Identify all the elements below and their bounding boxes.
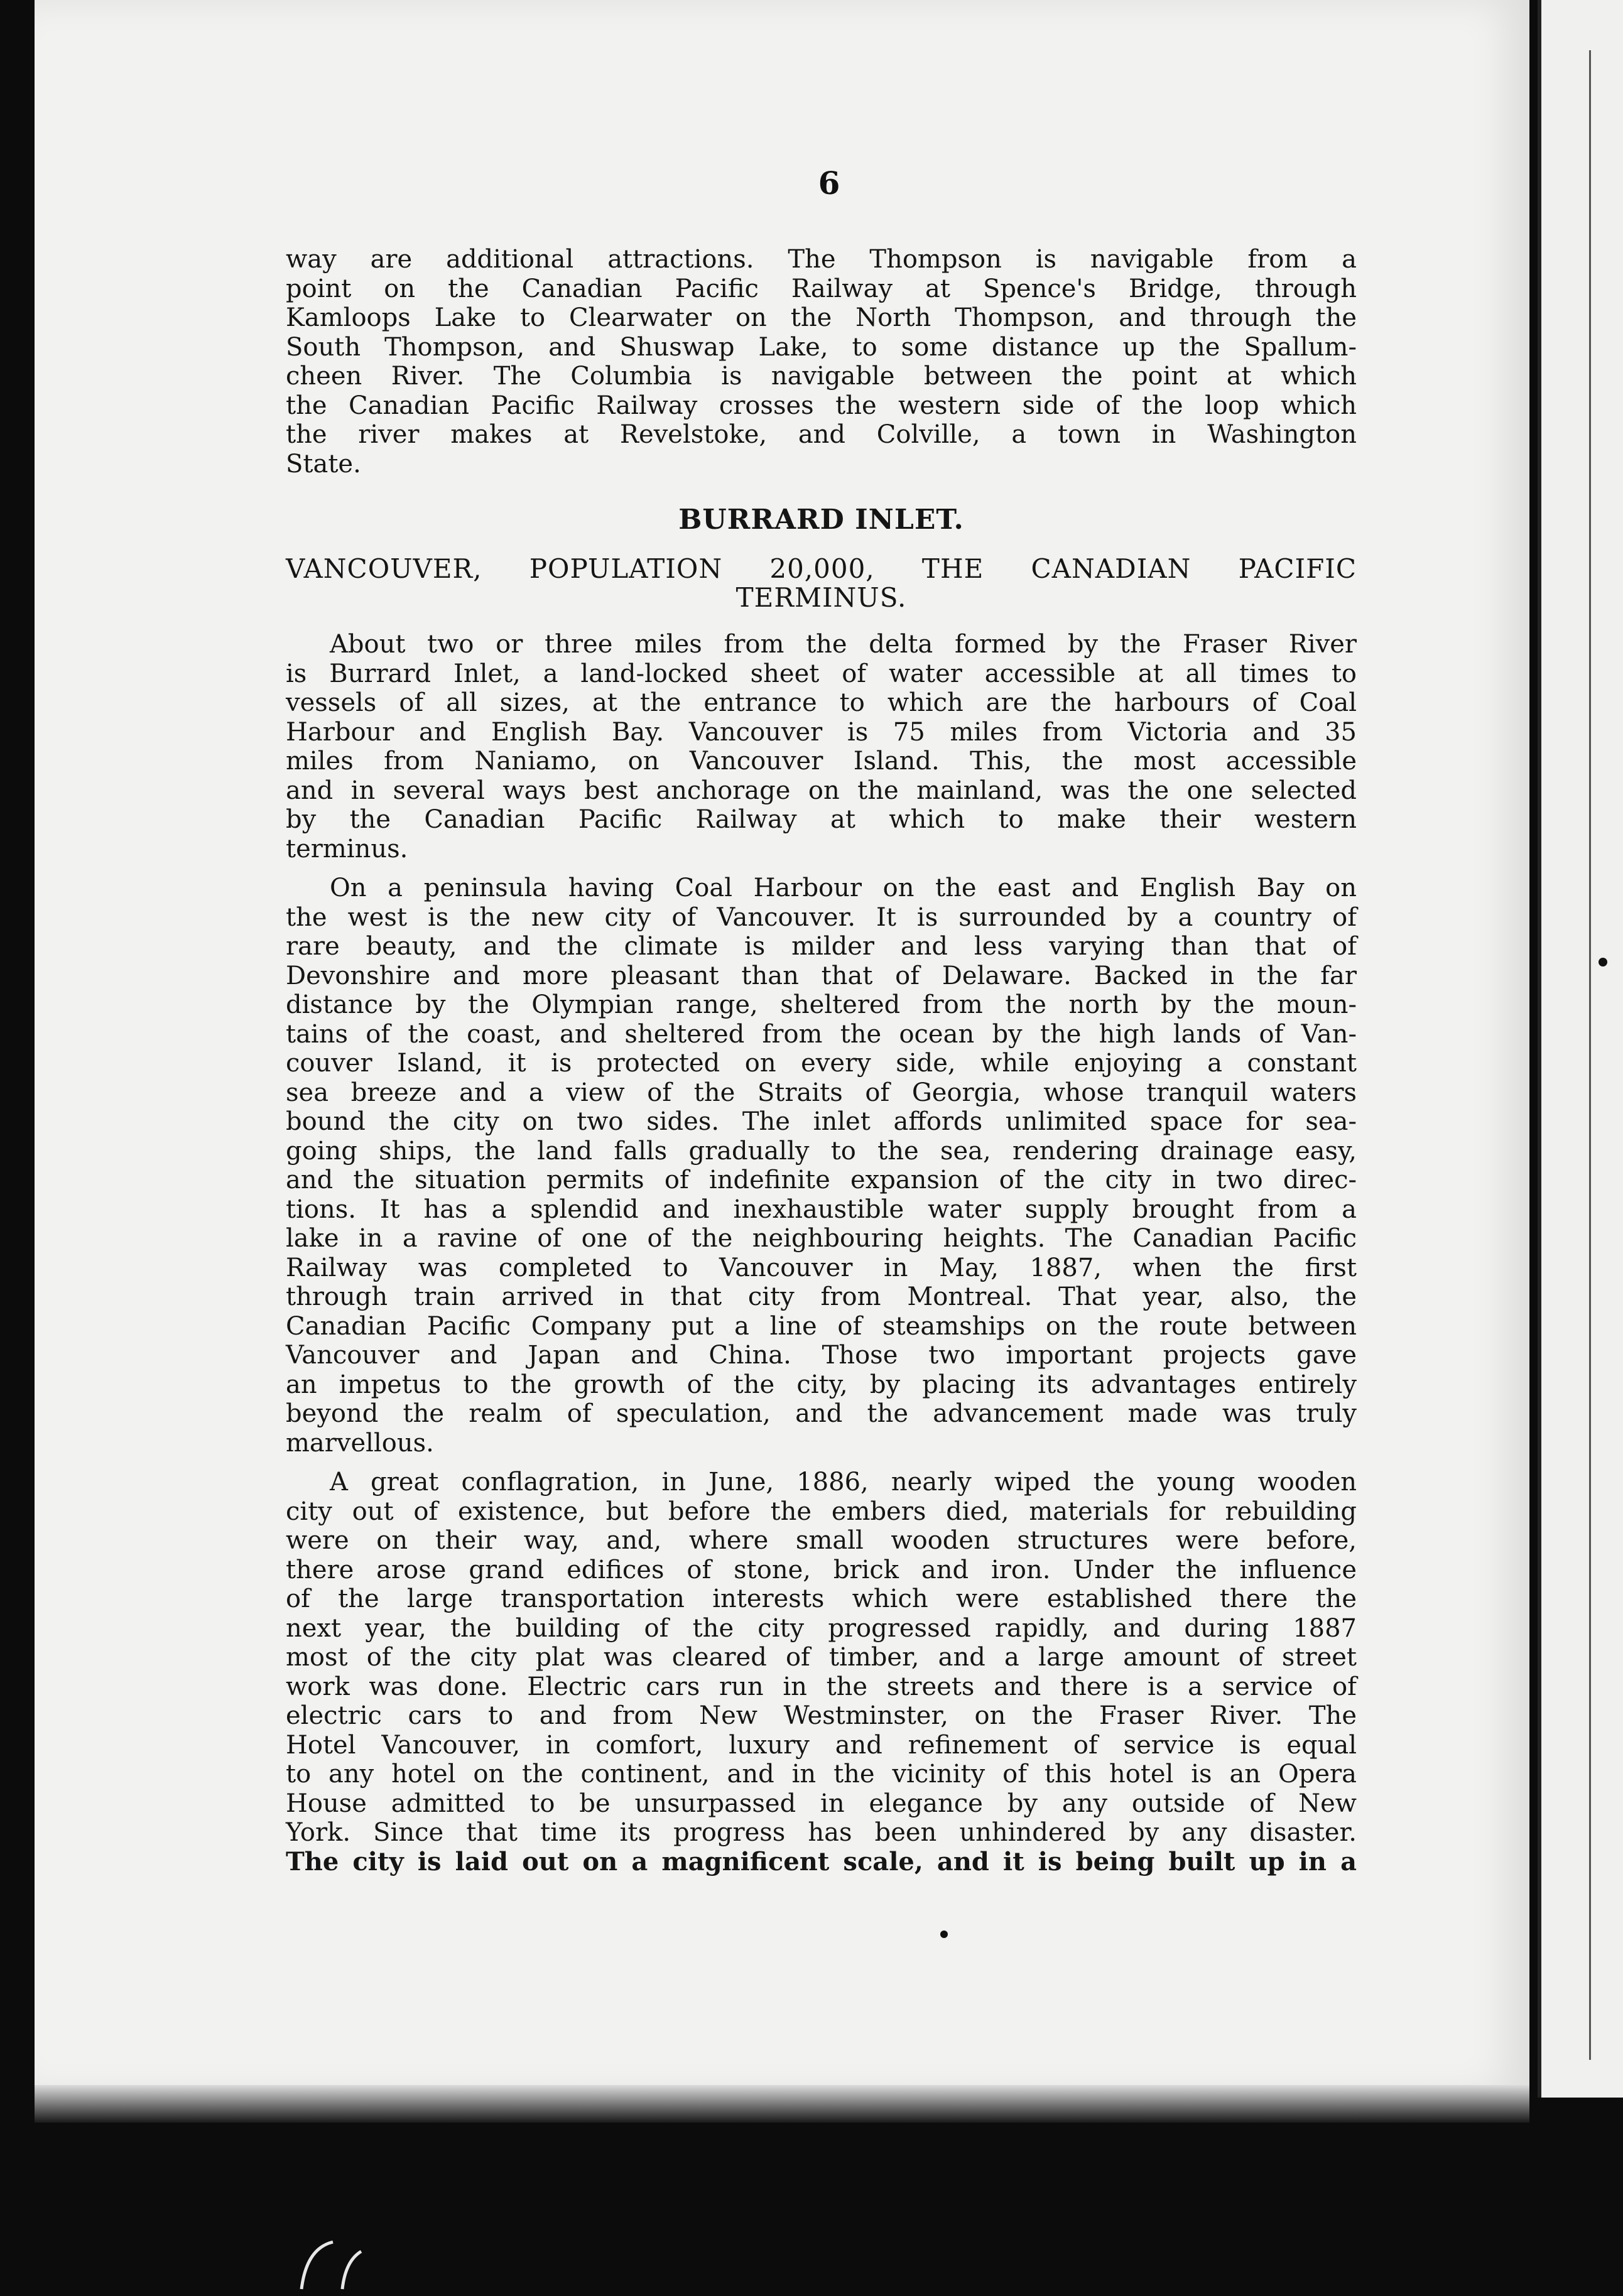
text-line: About two or three miles from the delta formed by the Fraser River [330, 630, 1357, 659]
text-line: rare beauty, and the climate is milder and less varying than that of [286, 932, 1357, 961]
scan-artifact-marks [295, 2236, 383, 2292]
text-line: House admitted to be unsurpassed in elegance by any outside of New [286, 1789, 1357, 1818]
text-line: way are additional attractions. The Thompson is navigable from a [286, 245, 1357, 274]
text-line: vessels of all sizes, at the entrance to which are the harbours of Coal [286, 688, 1357, 717]
text-line: cheen River. The Columbia is navigable between the point at which [286, 362, 1357, 391]
section-subheading [286, 555, 1357, 612]
text-line: of the large transportation interests which were established there the [286, 1584, 1357, 1613]
text-line: electric cars to and from New Westminster, on the Fraser River. The [286, 1701, 1357, 1730]
bottom-speck [940, 1930, 948, 1938]
adjacent-page-edge [1538, 0, 1623, 2098]
paragraph-burrard-inlet [286, 630, 1357, 864]
text-line: The city is laid out on a magnificent scale, and it is being built up in a [286, 1846, 1357, 1876]
text-line: point on the Canadian Pacific Railway at Spence's Bridge, through [286, 274, 1357, 303]
text-line: an impetus to the growth of the city, by placing its advantages entirely [286, 1370, 1357, 1399]
text-line: lake in a ravine of one of the neighbouring heights. The Canadian Pacific [286, 1224, 1357, 1253]
text-line: next year, the building of the city progressed rapidly, and during 1887 [286, 1613, 1357, 1643]
section-heading: BURRARD INLET. [678, 504, 964, 536]
text-line: couver Island, it is protected on every side, while enjoying a constant [286, 1049, 1357, 1078]
text-line: to any hotel on the continent, and in the vicinity of this hotel is an Opera [286, 1760, 1357, 1789]
paragraph-conflagration [286, 1468, 1357, 1876]
text-line: terminus. [286, 834, 408, 864]
text-line: Canadian Pacific Company put a line of steamships on the route between [286, 1311, 1357, 1341]
subheading-line: TERMINUS. [736, 582, 907, 613]
text-line: South Thompson, and Shuswap Lake, to some distance up the Spallum- [286, 332, 1357, 362]
text-line: through train arrived in that city from Montreal. That year, also, the [286, 1282, 1357, 1311]
text-line: beyond the realm of speculation, and the advancement made was truly [286, 1399, 1357, 1428]
text-line: by the Canadian Pacific Railway at which to make their western [286, 805, 1357, 834]
page-bottom-edge [35, 2085, 1529, 2123]
text-line: bound the city on two sides. The inlet affords unlimited space for sea- [286, 1107, 1357, 1136]
paragraph-peninsula [286, 874, 1357, 1458]
body-text [286, 245, 1357, 1876]
text-line: Harbour and English Bay. Vancouver is 75 miles from Victoria and 35 [286, 717, 1357, 747]
text-line: the river makes at Revelstoke, and Colville, a town in Washington [286, 420, 1357, 449]
margin-speck [1599, 958, 1607, 967]
text-line: Kamloops Lake to Clearwater on the North Thompson, and through the [286, 303, 1357, 332]
text-line: were on their way, and, where small wooden structures were before, [286, 1526, 1357, 1555]
text-line: State. [286, 449, 361, 479]
page-fold-line [1589, 50, 1591, 2060]
text-line: On a peninsula having Coal Harbour on the east and English Bay on [330, 874, 1357, 902]
text-line: and the situation permits of indefinite expansion of the city in two direc- [286, 1166, 1357, 1194]
text-line: distance by the Olympian range, sheltered from the north by the moun- [286, 990, 1357, 1019]
text-line: work was done. Electric cars run in the streets and there is a service of [286, 1672, 1357, 1701]
text-line: miles from Naniamo, on Vancouver Island. This, the most accessible [286, 747, 1357, 776]
text-line: the Canadian Pacific Railway crosses the western side of the loop which [286, 391, 1357, 420]
text-line: Devonshire and more pleasant than that of Delaware. Backed in the far [286, 961, 1357, 990]
text-line: Hotel Vancouver, in comfort, luxury and refinement of service is equal [286, 1730, 1357, 1760]
page-number: 6 [818, 165, 840, 202]
text-line: there arose grand edifices of stone, brick and iron. Under the influence [286, 1555, 1357, 1584]
intro-paragraph [286, 245, 1357, 479]
text-line: Vancouver and Japan and China. Those two important projects gave [286, 1341, 1357, 1370]
text-line: tions. It has a splendid and inexhaustible water supply brought from a [286, 1194, 1357, 1224]
text-line: marvellous. [286, 1428, 434, 1458]
text-line: the west is the new city of Vancouver. It is surrounded by a country of [286, 902, 1357, 932]
text-line: sea breeze and a view of the Straits of Georgia, whose tranquil waters [286, 1078, 1357, 1107]
text-line: going ships, the land falls gradually to the sea, rendering drainage easy, [286, 1136, 1357, 1166]
text-line: city out of existence, but before the embers died, materials for rebuilding [286, 1497, 1357, 1526]
text-line: and in several ways best anchorage on the mainland, was the one selected [286, 776, 1357, 805]
text-line: tains of the coast, and sheltered from the ocean by the high lands of Van- [286, 1019, 1357, 1049]
subheading-line: VANCOUVER, POPULATION 20,000, THE CANADIAN PACIFIC [286, 553, 1357, 584]
text-line: York. Since that time its progress has been unhindered by any disaster. [286, 1818, 1357, 1847]
text-line: most of the city plat was cleared of timber, and a large amount of street [286, 1643, 1357, 1672]
text-line: Railway was completed to Vancouver in May, 1887, when the first [286, 1253, 1357, 1282]
text-line: is Burrard Inlet, a land-locked sheet of water accessible at all times to [286, 659, 1357, 688]
text-line: A great conflagration, in June, 1886, nearly wiped the young wooden [330, 1468, 1357, 1497]
